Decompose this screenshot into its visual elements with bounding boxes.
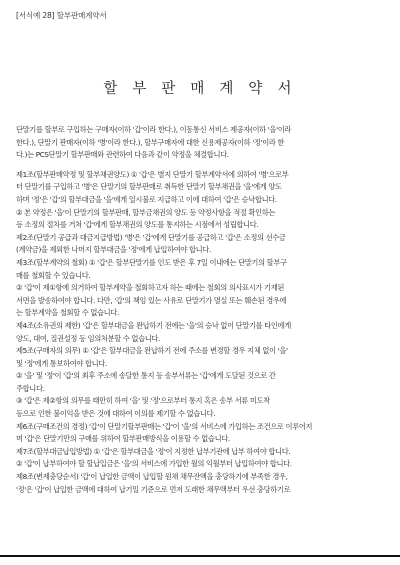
page-bottom-rule — [0, 555, 400, 565]
clause-line: 제7조(할부대금납입방법) ① '갑'은 할부대금을 '정'이 지정한 납부기관에 납부 하여야 합니다. — [16, 446, 291, 456]
clause-line: 매를 철회할 수 있습니다. — [16, 270, 91, 280]
clause-line: ② '을' 및 '정'이 '갑'의 최후 주소에 송달한 통지 등 송부서류는 '갑'에게 도달된 것으로 간 — [16, 371, 276, 381]
clause-line: 서면을 발송하여야 합니다. 다만, '갑'의 책임 있는 사유로 단말기가 멸실 또는 훼손된 경우에 — [16, 295, 287, 305]
clause-line: 제1조(할부판매약정 및 할부채권양도) ① '갑'은 별지 단말기 할부계약서에 의하여 '병'으로부 — [16, 169, 289, 179]
clause-line: 등 소정의 절차를 거쳐 '갑'에게 할부채권의 양도를 통지하는 시점에서 성립합니다. — [16, 220, 259, 230]
clause-line: 제3조(할부계약의 철회) ① '갑'은 할부단말기를 인도 받은 후 7일 이내에는 단말기의 할부구 — [16, 257, 287, 267]
clause-line: 제4조(소유권의 제한) '갑'은 할부대금을 완납하기 전에는 '을'의 승낙 없이 단말기를 타인에게 — [16, 320, 291, 330]
clause-line: ③ '갑'은 제②항의 의무를 태만히 하여 '을' 및 '정'으로부터 통지 혹은 송부 서류 미도착 — [16, 396, 270, 406]
clause-line: ② '갑'이 제①항에 의거하여 할부계약을 철회하고자 하는 때에는 철회의 의사표시가 기재된 — [16, 283, 285, 293]
clause-line: 며 '갑'은 단말기만의 구매를 위하여 할부판매방식을 이용할 수 없습니다. — [16, 434, 230, 444]
document-body — [16, 124, 384, 496]
preamble-line: 다.)는 PCS단말기 할부판매와 관련하여 다음과 같이 약정을 체결합니다. — [16, 150, 229, 160]
preamble-line: 한다.), 단말기 판매자(이하 '병'이라 한다.), 할부구매자에 대한 신용제공자(이하 '정'이라 한 — [16, 137, 285, 147]
clause-line: 제6조(구매조건의 경정) '갑'이 단말기할부판매는 '갑'이 '을'의 서비스에 가입하는 조건으로 이루어지 — [16, 421, 313, 431]
clauses — [16, 169, 384, 496]
clause-line: 터 단말기를 구입하고 '병'은 단말기의 할부판매로 취득한 단말기 할부채권을 '을'에게 양도 — [16, 182, 282, 192]
clause-line: ② '갑'이 납부하여야 할 할납입금은 '을'의 서비스에 가입한 월의 익월부터 납입하여야 합니다. — [16, 459, 292, 469]
clause-line: ② 본 약정은 '을'이 단말기의 할부판매, 할부금채권의 양도 등 약정사항을 적절 확인하는 — [16, 207, 276, 217]
clause-line: 하며 '정'은 '갑'의 할부대금을 '을'에게 일시불로 지급하고 이에 대하여 '갑'은 승낙합니다. — [16, 194, 277, 204]
clause-line: 주합니다. — [16, 383, 45, 393]
clause-line: 제8조(변제충당순서) '갑'이 납입한 금액이 납입할 원채 채무잔액을 충당하기에 부족한 경우, — [16, 472, 288, 482]
clause-line: 및 '정'에게 통보하여야 합니다. — [16, 358, 107, 368]
clause-line: 양도, 대여, 질권설정 등 임의처분할 수 없습니다. — [16, 333, 161, 343]
form-number: [서식예 28] 할부판매계약서 — [16, 11, 107, 20]
clause-line: 제2조(단말기 공급과 대금지급방법) '병'은 '갑'에게 단말기를 공급하고 '갑'은 소정의 선수금 — [16, 232, 286, 242]
document-title: 할 부 판 매 계 약 서 — [103, 81, 297, 97]
clause-line: 등으로 인한 불이익을 받은 것에 대하여 이의를 제기할 수 없습니다. — [16, 409, 216, 419]
clause-line: (계약금)을 제외한 나머지 할부대금을 '정'에게 납입하여야 합니다. — [16, 245, 211, 255]
clause-line: 제5조(구매자의 의무) ① '갑'은 할부대금을 완납하기 전에 주소를 변경할 경우 지체 없이 '을' — [16, 346, 288, 356]
preamble — [16, 124, 384, 162]
clause-line: 는 할부계약을 철회할 수 없습니다. — [16, 308, 119, 318]
clause-line: '정'은 '갑'이 납입한 금액에 대하여 납기일 기준으로 먼저 도래한 채무액부터 우선 충당하기로 — [16, 484, 291, 494]
preamble-line: 단말기를 할부로 구입하는 구매자(이하 '갑'이라 한다.), 이동통신 서비스 제공자(이하 '을'이라 — [16, 125, 292, 134]
paragraph-gap — [16, 162, 384, 169]
